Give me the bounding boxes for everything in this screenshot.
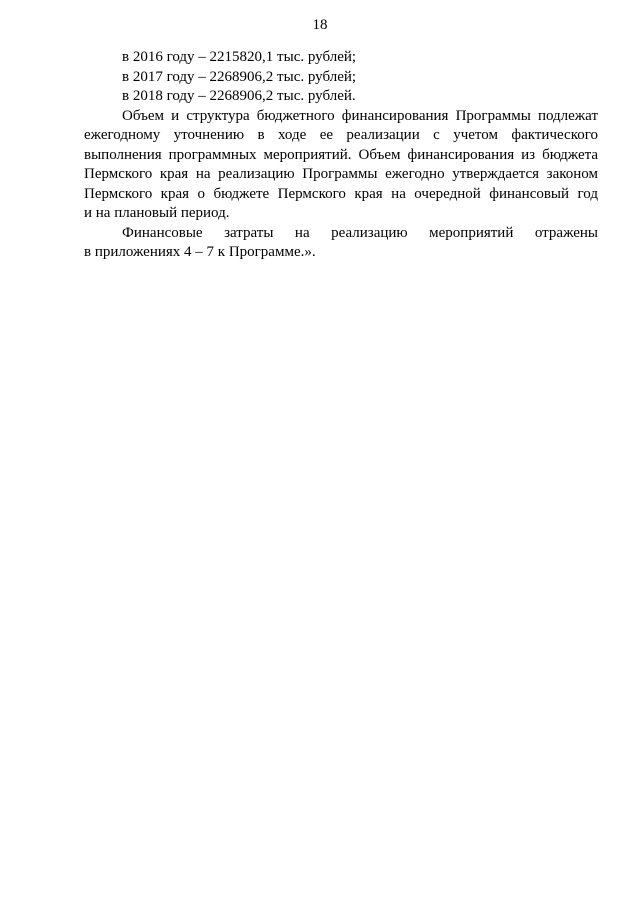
budget-line-2016: в 2016 году – 2215820,1 тыс. рублей; — [122, 49, 357, 65]
paragraph-1-line-6: и на плановый период. — [84, 205, 230, 221]
paragraph-2-line-2: в приложениях 4 – 7 к Программе.». — [84, 244, 316, 260]
paragraph-1-line-2: ежегодному уточнению в ходе ее реализации с учетом фактического — [84, 127, 598, 143]
document-body — [84, 48, 598, 263]
budget-line-2017: в 2017 году – 2268906,2 тыс. рублей; — [122, 68, 357, 85]
paragraph-2-line-1: Финансовые затраты на реализацию мероприятий отражены — [122, 224, 598, 241]
paragraph-1-line-4: Пермского края на реализацию Программы ежегодно утверждается законом — [84, 166, 598, 182]
paragraph-1-line-5: Пермского края о бюджете Пермского края на очередной финансовый год — [84, 185, 598, 202]
paragraph-1-line-3: выполнения программных мероприятий. Объем финансирования из бюджета — [84, 146, 598, 163]
budget-line-2018: в 2018 году – 2268906,2 тыс. рублей. — [122, 88, 356, 104]
page-number: 18 — [312, 17, 328, 33]
paragraph-1-line-1: Объем и структура бюджетного финансирования Программы подлежат — [122, 107, 598, 124]
